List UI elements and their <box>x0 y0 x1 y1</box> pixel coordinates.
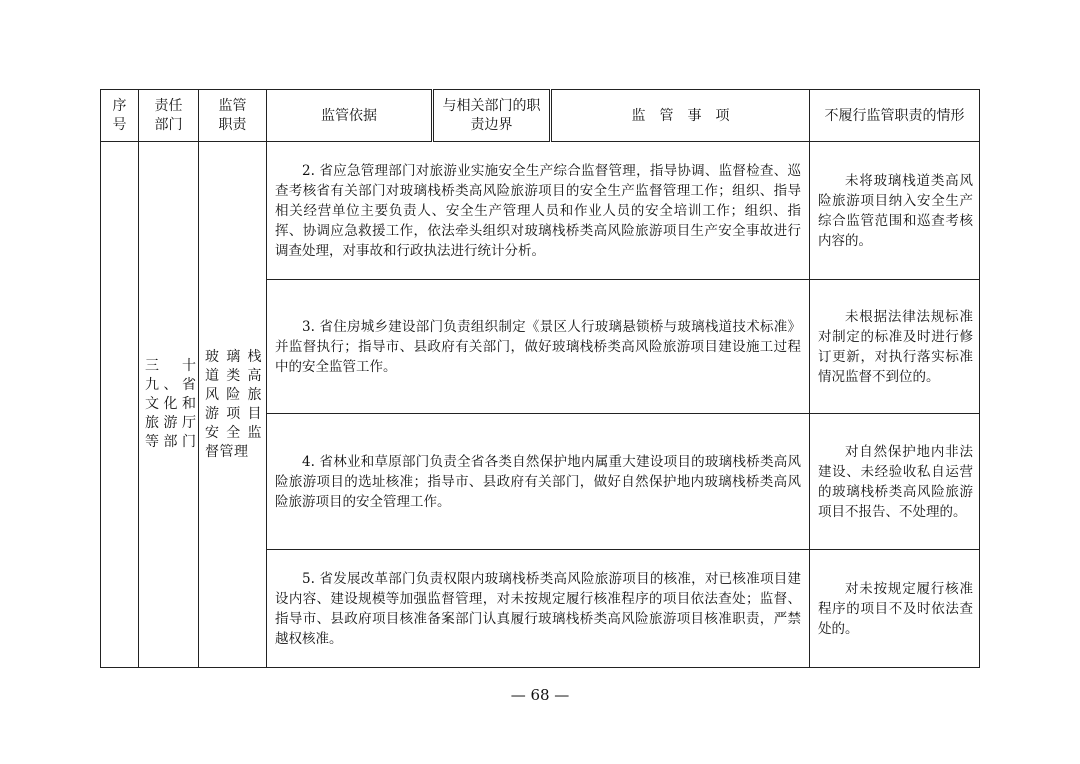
header-boundary: 与相关部门的职责边界 <box>433 90 551 142</box>
page-number: — 68 — <box>510 686 570 704</box>
header-basis: 监管依据 <box>267 90 433 142</box>
cell-no <box>101 142 139 668</box>
responsibility-table <box>100 89 980 668</box>
table-row <box>267 414 979 550</box>
table-header-row <box>101 90 980 142</box>
header-no: 序号 <box>101 90 139 142</box>
failure-text: 未根据法律法规标准对制定的标准及时进行修订更新，对执行落实标准情况监督不到位的。 <box>810 280 979 414</box>
basis-text: 4. 省林业和草原部门负责全省各类自然保护地内属重大建设项目的玻璃栈桥类高风险旅游项目的选址核准；指导市、县政府有关部门，做好自然保护地内玻璃栈桥类高风险旅游项目的安全管理工作。 <box>267 414 810 550</box>
cell-dept: 三十九、省文化和旅游厅等部门 <box>139 142 199 668</box>
document-page <box>100 89 979 668</box>
table-row <box>267 142 979 280</box>
table-body-row <box>101 142 980 668</box>
cell-duty: 玻璃栈道类高风险旅游项目安全监督管理 <box>199 142 267 668</box>
table-row <box>267 280 979 414</box>
basis-text: 3. 省住房城乡建设部门负责组织制定《景区人行玻璃悬锁桥与玻璃栈道技术标准》并监督执行；指导市、县政府有关部门，做好玻璃栈桥类高风险旅游项目建设施工过程中的安全监管工作。 <box>267 280 810 414</box>
basis-text: 2. 省应急管理部门对旅游业实施安全生产综合监督管理，指导协调、监督检查、巡查考核省有关部门对玻璃栈桥类高风险旅游项目的安全生产监督管理工作；组织、指导相关经营单位主要负责人、安全生产管理人员和作业人员的安全培训工作；组织、指挥、协调应急救援工作，依法牵头组织对玻璃栈桥类高风险旅游项目生产安全事故进行调查处理，对事故和行政执法进行统计分析。 <box>267 142 810 280</box>
table-row <box>267 550 979 667</box>
merged-content-cell <box>267 142 980 668</box>
header-matters: 监 管 事 项 <box>551 90 810 142</box>
header-failure: 不履行监管职责的情形 <box>810 90 980 142</box>
failure-text: 未将玻璃栈道类高风险旅游项目纳入安全生产综合监管范围和巡查考核内容的。 <box>810 142 979 280</box>
basis-text: 5. 省发展改革部门负责权限内玻璃栈桥类高风险旅游项目的核准，对已核准项目建设内容、建设规模等加强监督管理，对未按规定履行核准程序的项目依法查处；监督、指导市、县政府项目核准备案部门认真履行玻璃栈桥类高风险旅游项目核准职责，严禁越权核准。 <box>267 550 810 667</box>
failure-text: 对未按规定履行核准程序的项目不及时依法查处的。 <box>818 580 973 637</box>
failure-text: 对自然保护地内非法建设、未经验收私自运营的玻璃栈桥类高风险旅游项目不报告、不处理的。 <box>810 414 979 550</box>
header-duty: 监管职责 <box>199 90 267 142</box>
header-dept: 责任部门 <box>139 90 199 142</box>
